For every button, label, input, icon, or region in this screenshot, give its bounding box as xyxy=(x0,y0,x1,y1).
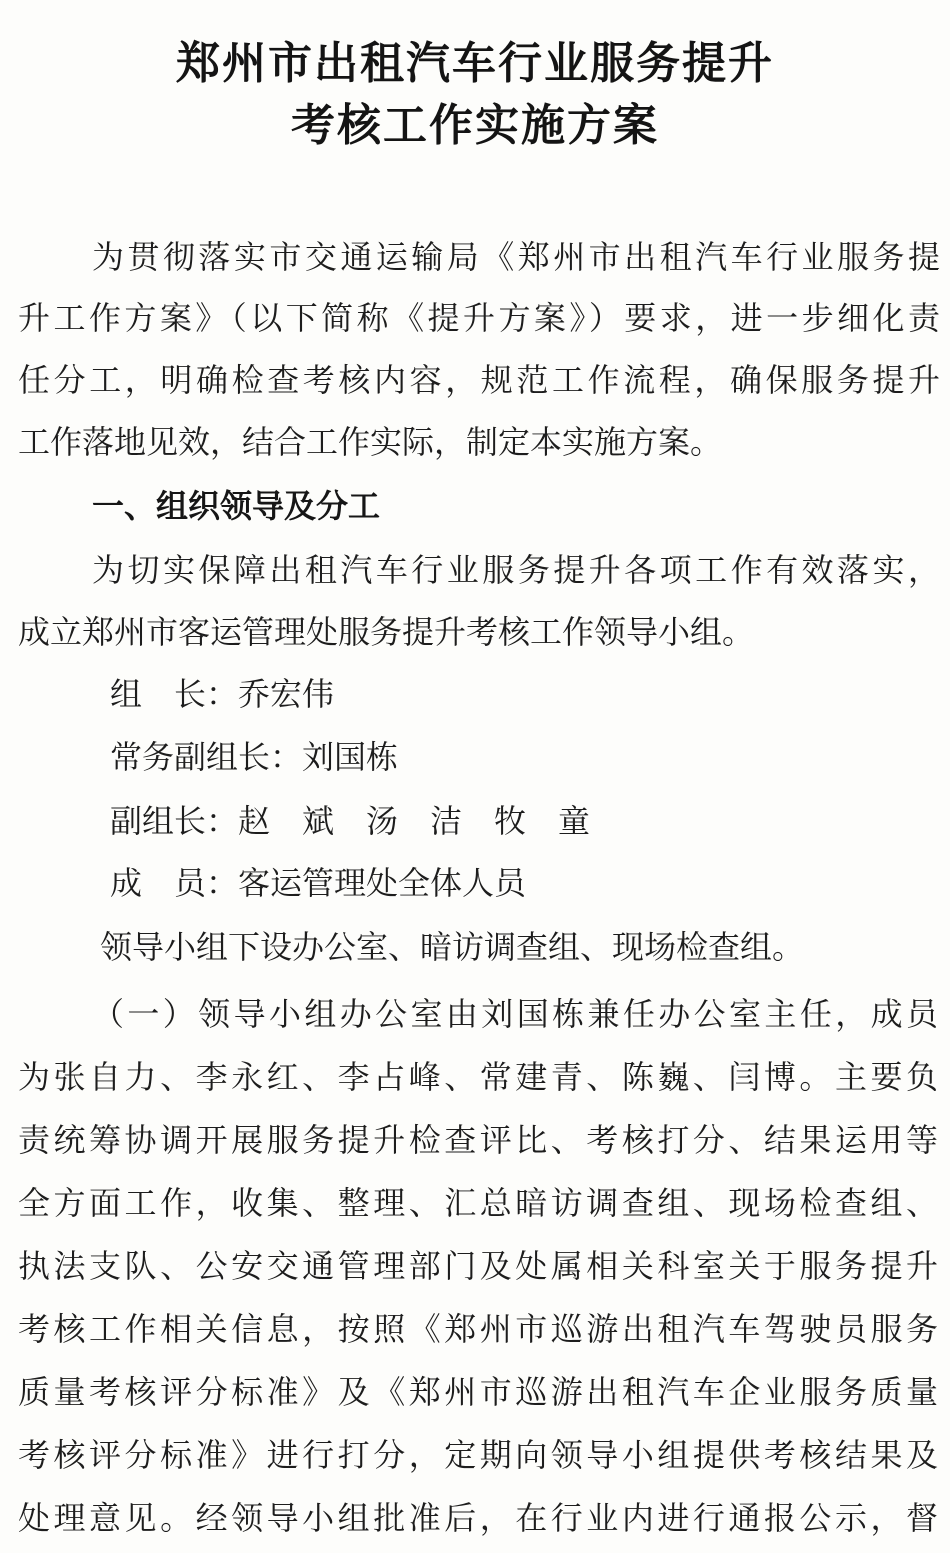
office-line: 全方面工作，收集、整理、汇总暗访调查组、现场检查组、 xyxy=(18,1184,938,1222)
staff-line: 成 员：客运管理处全体人员 xyxy=(110,864,527,902)
deputy-line: 副组长：赵 斌 汤 洁 牧 童 xyxy=(110,802,591,840)
office-line: 考核工作相关信息，按照《郑州市巡游出租汽车驾驶员服务 xyxy=(18,1310,938,1348)
office-line: 质量考核评分标准》及《郑州市巡游出租汽车企业服务质量 xyxy=(18,1373,938,1411)
subgroups-line: 领导小组下设办公室、暗访调查组、现场检查组。 xyxy=(100,928,805,966)
office-line: 考核评分标准》进行打分，定期向领导小组提供考核结果及 xyxy=(18,1436,938,1474)
section-1-line: 为切实保障出租汽车行业服务提升各项工作有效落实， xyxy=(92,551,940,589)
section-heading: 一、组织领导及分工 xyxy=(92,487,381,525)
document-title-line-2: 考核工作实施方案 xyxy=(291,100,659,151)
executive-deputy-line: 常务副组长：刘国栋 xyxy=(110,738,399,776)
office-line: 执法支队、公安交通管理部门及处属相关科室关于服务提升 xyxy=(18,1247,938,1285)
office-line: （一）领导小组办公室由刘国栋兼任办公室主任，成员 xyxy=(92,995,938,1033)
office-line: 为张自力、李永红、李占峰、常建青、陈巍、闫博。主要负 xyxy=(18,1058,938,1096)
office-line: 处理意见。经领导小组批准后，在行业内进行通报公示，督 xyxy=(18,1499,938,1537)
section-1-line: 成立郑州市客运管理处服务提升考核工作领导小组。 xyxy=(18,613,755,651)
intro-line: 为贯彻落实市交通运输局《郑州市出租汽车行业服务提 xyxy=(92,238,940,276)
intro-line: 工作落地见效，结合工作实际，制定本实施方案。 xyxy=(18,423,723,461)
leader-line: 组 长：乔宏伟 xyxy=(110,675,335,713)
intro-line: 任分工，明确检查考核内容，规范工作流程，确保服务提升 xyxy=(18,361,940,399)
document-title-line-1: 郑州市出租汽车行业服务提升 xyxy=(176,38,774,89)
intro-line: 升工作方案》（以下简称《提升方案》）要求，进一步细化责 xyxy=(18,299,940,337)
office-line: 责统筹协调开展服务提升检查评比、考核打分、结果运用等 xyxy=(18,1121,938,1159)
